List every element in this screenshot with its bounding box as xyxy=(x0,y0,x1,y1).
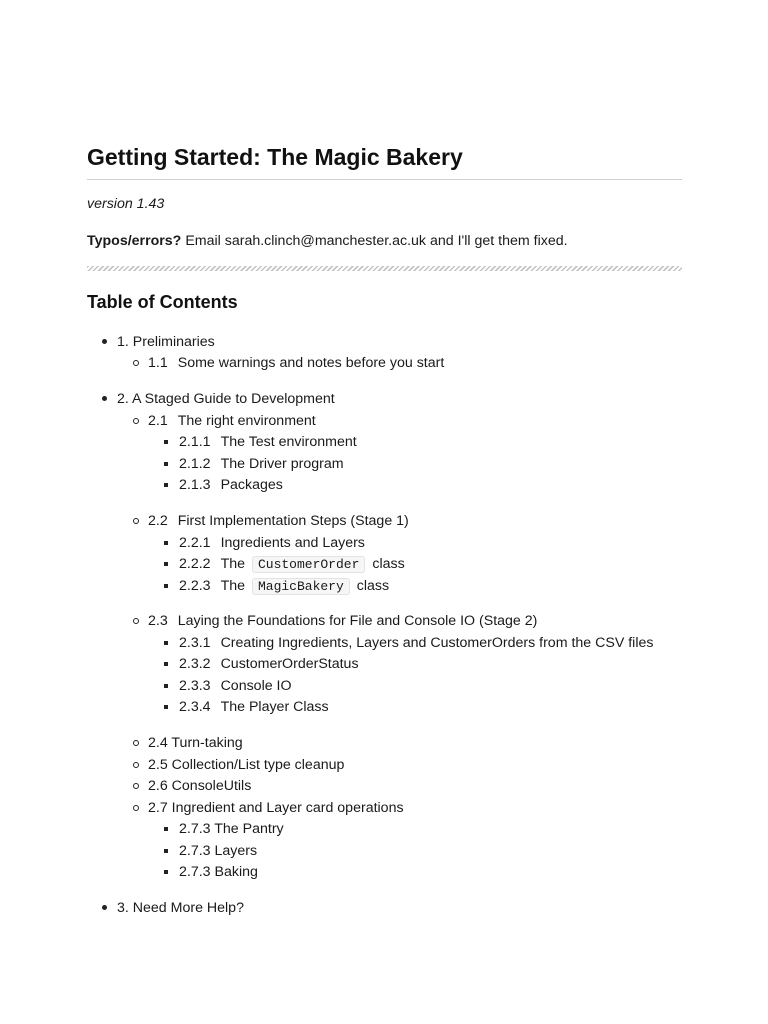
hatched-divider xyxy=(87,266,682,271)
page-title: Getting Started: The Magic Bakery xyxy=(87,144,463,170)
bullet-circle-icon xyxy=(133,360,139,366)
toc-item-2-7[interactable]: 2.7 Ingredient and Layer card operations xyxy=(148,800,404,816)
toc-item-need-more-help[interactable]: 3. Need More Help? xyxy=(117,900,244,916)
toc-item-2-7-layers[interactable]: 2.7.3 Layers xyxy=(179,843,257,859)
toc-item-2-1[interactable]: 2.1 The right environment xyxy=(148,413,316,429)
toc-item-2-6[interactable]: 2.6 ConsoleUtils xyxy=(148,778,251,794)
version-label: version 1.43 xyxy=(87,196,165,212)
toc-item-2-3-3[interactable]: 2.3.3 Console IO xyxy=(179,678,292,694)
toc-item-2-1-1[interactable]: 2.1.1 The Test environment xyxy=(179,434,357,450)
toc-item-2-1-3[interactable]: 2.1.3 Packages xyxy=(179,477,283,493)
code-magic-bakery: MagicBakery xyxy=(252,578,350,595)
toc-item-2-7-baking[interactable]: 2.7.3 Baking xyxy=(179,864,258,880)
toc-item-2-7-pantry[interactable]: 2.7.3 The Pantry xyxy=(179,821,284,837)
bullet-circle-icon xyxy=(133,740,139,746)
toc-item-2-3-1[interactable]: 2.3.1 Creating Ingredients, Layers and CustomerOrders from the CSV files xyxy=(179,635,653,651)
toc-item-preliminaries[interactable]: 1. Preliminaries xyxy=(117,334,215,350)
bullet-circle-icon xyxy=(133,783,139,789)
bullet-square-icon xyxy=(164,684,168,688)
bullet-disc-icon xyxy=(102,339,107,344)
toc-item-2-2-2[interactable]: 2.2.2 The CustomerOrder class xyxy=(179,556,405,573)
toc-item-2-1-2[interactable]: 2.1.2 The Driver program xyxy=(179,456,344,472)
toc-item-2-2-3[interactable]: 2.2.3 The MagicBakery class xyxy=(179,578,389,595)
toc-item-staged-guide[interactable]: 2. A Staged Guide to Development xyxy=(117,391,335,407)
code-customer-order: CustomerOrder xyxy=(252,556,365,573)
toc-heading: Table of Contents xyxy=(87,292,238,312)
bullet-square-icon xyxy=(164,440,168,444)
bullet-disc-icon xyxy=(102,396,107,401)
toc-item-2-4[interactable]: 2.4 Turn-taking xyxy=(148,735,243,751)
toc-item-2-3-2[interactable]: 2.3.2 CustomerOrderStatus xyxy=(179,656,359,672)
bullet-square-icon xyxy=(164,827,168,831)
toc-item-2-3[interactable]: 2.3 Laying the Foundations for File and Console IO (Stage 2) xyxy=(148,613,537,629)
toc-item-1-1[interactable]: 1.1 Some warnings and notes before you start xyxy=(148,355,444,371)
typos-label: Typos/errors? xyxy=(87,233,182,249)
bullet-square-icon xyxy=(164,641,168,645)
bullet-square-icon xyxy=(164,662,168,666)
bullet-circle-icon xyxy=(133,618,139,624)
bullet-square-icon xyxy=(164,462,168,466)
toc-item-2-5[interactable]: 2.5 Collection/List type cleanup xyxy=(148,757,344,773)
title-divider xyxy=(87,179,682,180)
bullet-square-icon xyxy=(164,562,168,566)
bullet-square-icon xyxy=(164,483,168,487)
bullet-circle-icon xyxy=(133,518,139,524)
bullet-circle-icon xyxy=(133,805,139,811)
bullet-square-icon xyxy=(164,870,168,874)
toc-item-2-3-4[interactable]: 2.3.4 The Player Class xyxy=(179,699,329,715)
typos-note xyxy=(87,233,568,249)
bullet-disc-icon xyxy=(102,905,107,910)
typos-text: Email sarah.clinch@manchester.ac.uk and I'll get them fixed. xyxy=(185,233,568,249)
bullet-square-icon xyxy=(164,849,168,853)
bullet-circle-icon xyxy=(133,762,139,768)
toc-item-2-2-1[interactable]: 2.2.1 Ingredients and Layers xyxy=(179,535,365,551)
bullet-square-icon xyxy=(164,584,168,588)
toc-item-2-2[interactable]: 2.2 First Implementation Steps (Stage 1) xyxy=(148,513,409,529)
bullet-square-icon xyxy=(164,541,168,545)
bullet-square-icon xyxy=(164,705,168,709)
bullet-circle-icon xyxy=(133,418,139,424)
